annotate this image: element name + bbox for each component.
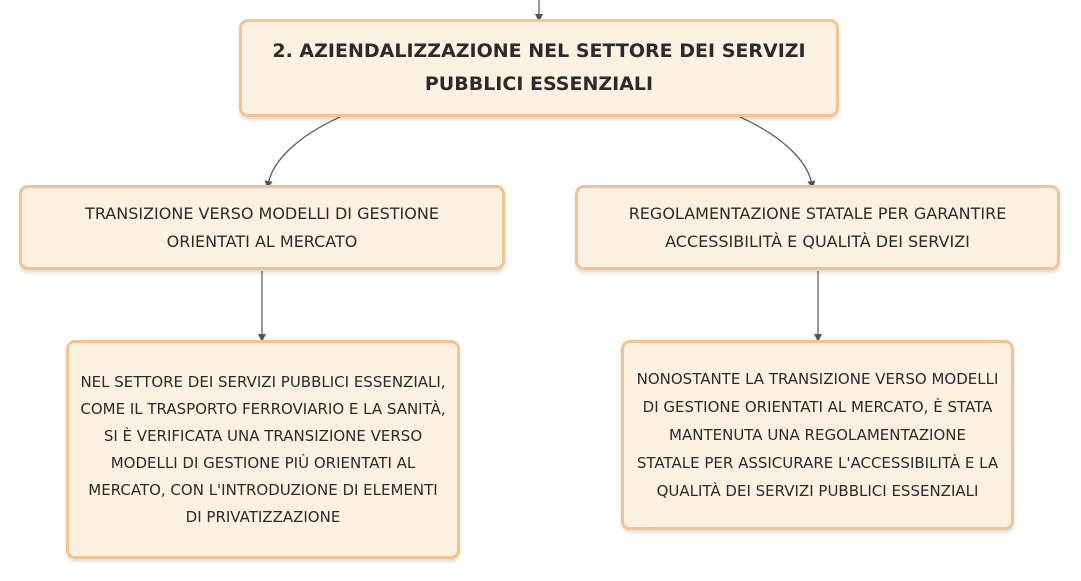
left-detail-node-label: NEL SETTORE DEI SERVIZI PUBBLICI ESSENZIALI, COME IL TRASPORTO FERROVIARIO E LA SANITÀ, SI È VERIFICATA UNA TRANSIZIONE VERSO MODELLI DI GESTIONE PIÙ ORIENTATI AL MERCATO, CON L'INTRODUZIONE DI ELEMENTI DI PRIVATIZZAZIONE bbox=[80, 372, 446, 526]
right-main-node[interactable] bbox=[575, 185, 1060, 270]
root-node-label: 2. AZIENDALIZZAZIONE NEL SETTORE DEI SERVIZI PUBBLICI ESSENZIALI bbox=[272, 40, 806, 95]
root-node[interactable] bbox=[239, 19, 839, 117]
right-detail-node-label: NONOSTANTE LA TRANSIZIONE VERSO MODELLI DI GESTIONE ORIENTATI AL MERCATO, È STATA MANTENUTA UNA REGOLAMENTAZIONE STATALE PER ASSICURARE L'ACCESSIBILITÀ E LA QUALITÀ DEI SERVIZI PUBBLICI ESSENZIALI bbox=[636, 370, 999, 500]
right-detail-node[interactable] bbox=[621, 340, 1014, 530]
left-main-node-label: TRANSIZIONE VERSO MODELLI DI GESTIONE ORIENTATI AL MERCATO bbox=[85, 203, 439, 251]
left-detail-node[interactable] bbox=[66, 340, 460, 559]
connector-root-to-right bbox=[740, 117, 812, 185]
left-main-node[interactable] bbox=[19, 185, 505, 270]
connector-root-to-left bbox=[268, 117, 340, 185]
right-main-node-label: REGOLAMENTAZIONE STATALE PER GARANTIRE ACCESSIBILITÀ E QUALITÀ DEI SERVIZI bbox=[628, 203, 1007, 251]
